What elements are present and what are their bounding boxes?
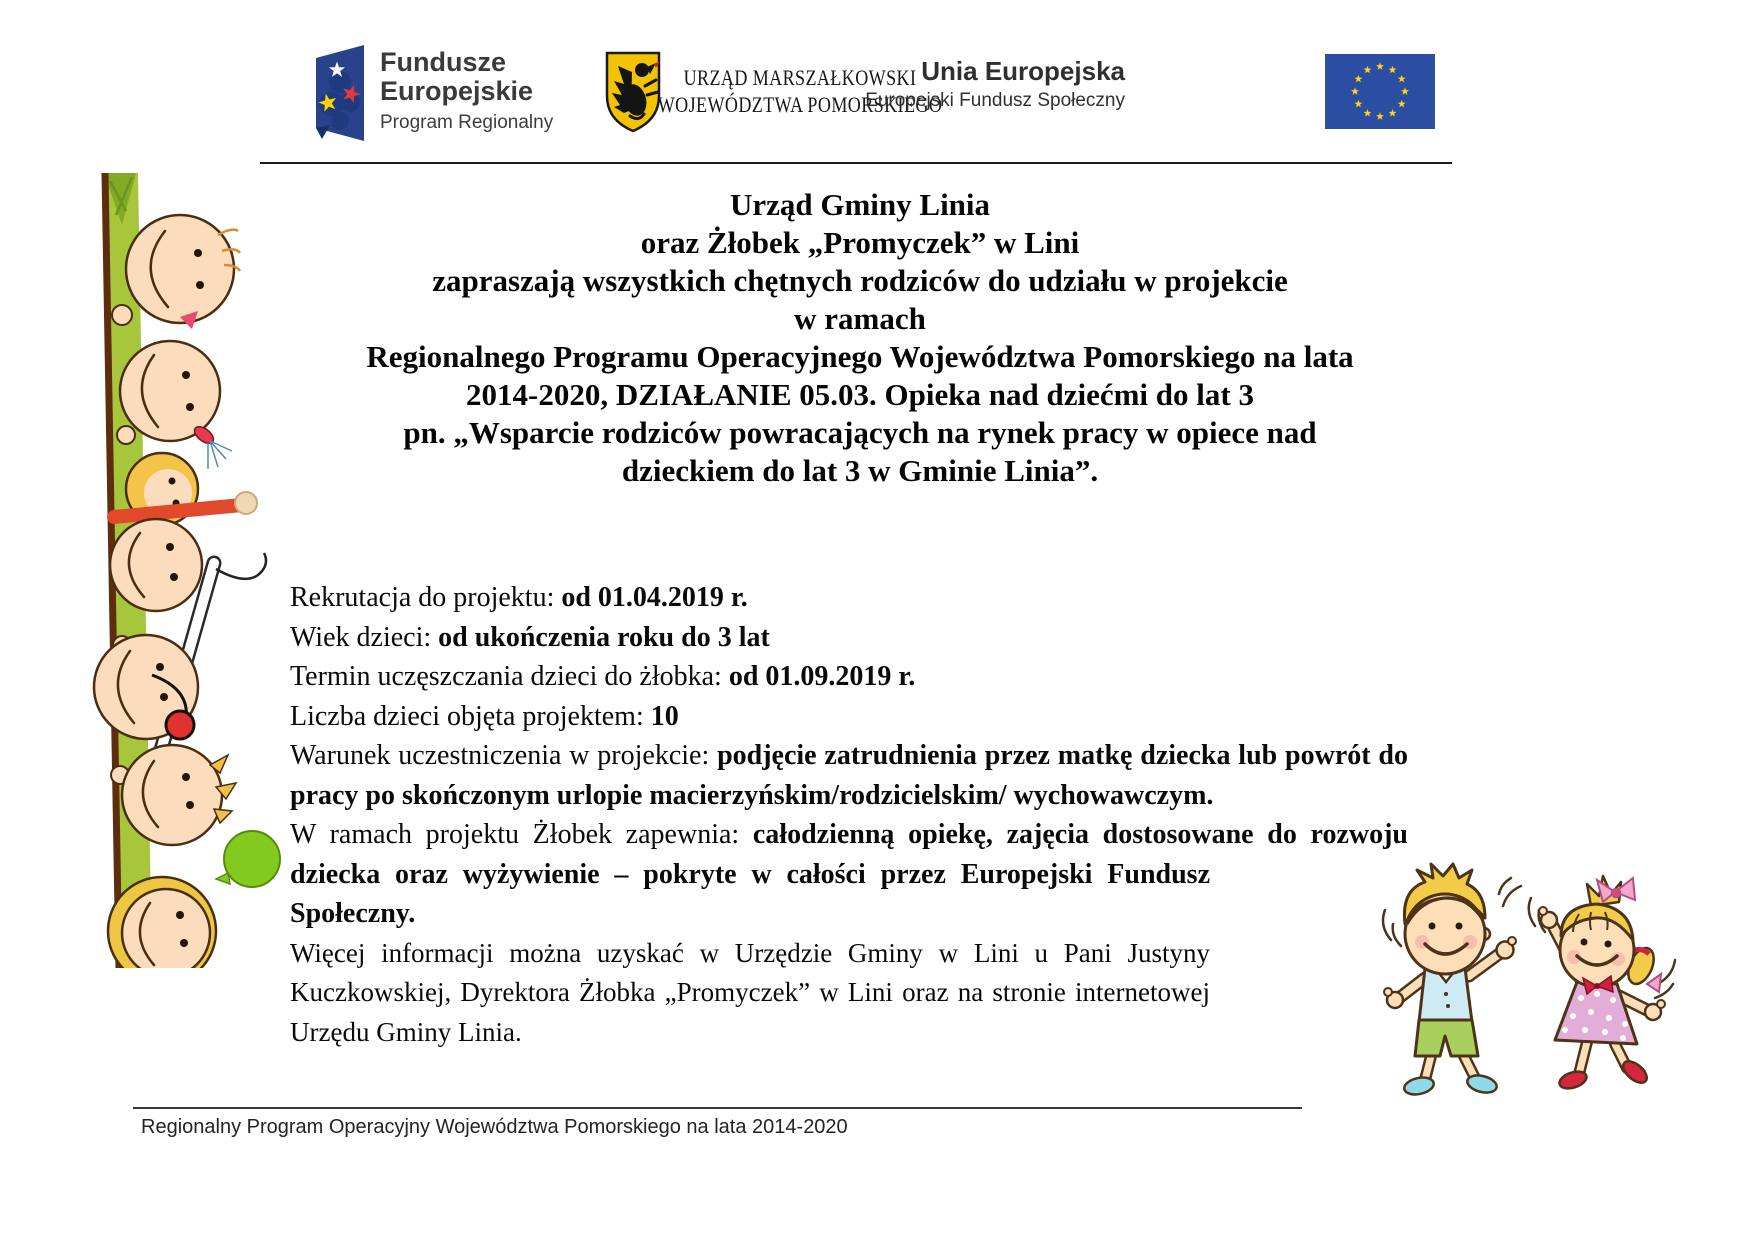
marshal-line1: URZĄD MARSZAŁKOWSKI — [683, 65, 917, 90]
balloon — [216, 831, 280, 887]
more-info-paragraph: Więcej informacji można uzyskać w Urzędzie Gminy w Lini u Pani Justyny Kuczkowskiej, Dyrektora Żłobka „Promyczek” w Lini oraz na stronie internetowej Urzędu Gminy Linia. — [290, 937, 1210, 1047]
fundusze-europejskie-label — [380, 48, 553, 134]
boy-illustration — [1383, 864, 1521, 1097]
provides-paragraph-line1 — [290, 815, 1408, 855]
children-count-line — [290, 697, 1408, 737]
title-line: 2014-2020, DZIAŁANIE 05.03. Opieka nad dziećmi do lat 3 — [466, 377, 1254, 412]
footer-divider — [133, 1107, 1302, 1109]
child-face — [122, 745, 236, 845]
provides-value-rest: dziecka oraz wyżywienie – pokryte w całości przez Europejski Fundusz Społeczny. — [290, 858, 1210, 929]
recruitment-label: Rekrutacja do projektu: — [290, 582, 562, 613]
age-value: od ukończenia roku do 3 lat — [438, 621, 770, 653]
marshal-line2: WOJEWÓDZTWA POMORSKIEGO — [657, 92, 943, 117]
title-line: oraz Żłobek „Promyczek” w Lini — [640, 225, 1080, 260]
title-line: pn. „Wsparcie rodziców powracających na rynek pracy w opiece nad — [403, 415, 1317, 450]
children-count-label: Liczba dzieci objęta projektem: — [290, 700, 651, 732]
child-face — [110, 519, 202, 611]
children-count-value: 10 — [650, 700, 679, 732]
age-line — [290, 618, 1408, 658]
body-block — [290, 578, 1408, 1052]
provides-value-start: całodzienną opiekę, zajęcia dostosowane do rozwoju — [752, 819, 1408, 850]
title-block — [160, 186, 1560, 490]
fundusze-europejskie-flag-icon — [306, 42, 374, 144]
title-line: zapraszają wszystkich chętnych rodziców do udziału w projekcie — [432, 263, 1288, 298]
girl-illustration — [1529, 876, 1675, 1091]
recruitment-line — [290, 578, 1408, 618]
provides-paragraph-rest — [290, 855, 1210, 934]
provides-label: W ramach projektu Żłobek zapewnia: — [290, 819, 753, 850]
child-face — [94, 635, 198, 739]
footer-text: Regionalny Program Operacyjny Województwa Pomorskiego na lata 2014-2020 — [141, 1116, 848, 1138]
age-label: Wiek dzieci: — [290, 621, 439, 653]
start-date-line — [290, 657, 1408, 697]
title-line: Regionalnego Programu Operacyjnego Województwa Pomorskiego na lata — [366, 339, 1354, 374]
condition-label: Warunek uczestniczenia w projekcie: — [290, 740, 718, 771]
start-date-value: od 01.09.2019 r. — [728, 661, 916, 692]
fe-subtitle: Program Regionalny — [380, 112, 554, 133]
start-date-label: Termin uczęszczania dzieci do żłobka: — [290, 661, 729, 692]
recruitment-value: od 01.04.2019 r. — [561, 582, 748, 613]
title-line: dzieckiem do lat 3 w Gminie Linia”. — [621, 453, 1099, 488]
eu-line2: Europejski Fundusz Społeczny — [865, 90, 1125, 111]
eu-label — [860, 56, 1125, 112]
header-divider — [260, 162, 1452, 164]
eu-line1: Unia Europejska — [921, 56, 1125, 86]
eu-flag-icon — [1325, 54, 1435, 129]
title-line: w ramach — [794, 301, 926, 336]
boy-and-girl-illustration — [1375, 862, 1680, 1102]
fe-name-line2: Europejskie — [380, 76, 534, 106]
condition-value: podjęcie zatrudnienia przez matkę dziecka lub powrót do pracy po skończonym urlopie macierzyńskim/rodzicielskim/ wychowawczym. — [290, 740, 1408, 811]
fe-name-line1: Fundusze — [380, 47, 506, 77]
title-line: Urząd Gminy Linia — [729, 187, 991, 222]
condition-paragraph — [290, 736, 1408, 815]
